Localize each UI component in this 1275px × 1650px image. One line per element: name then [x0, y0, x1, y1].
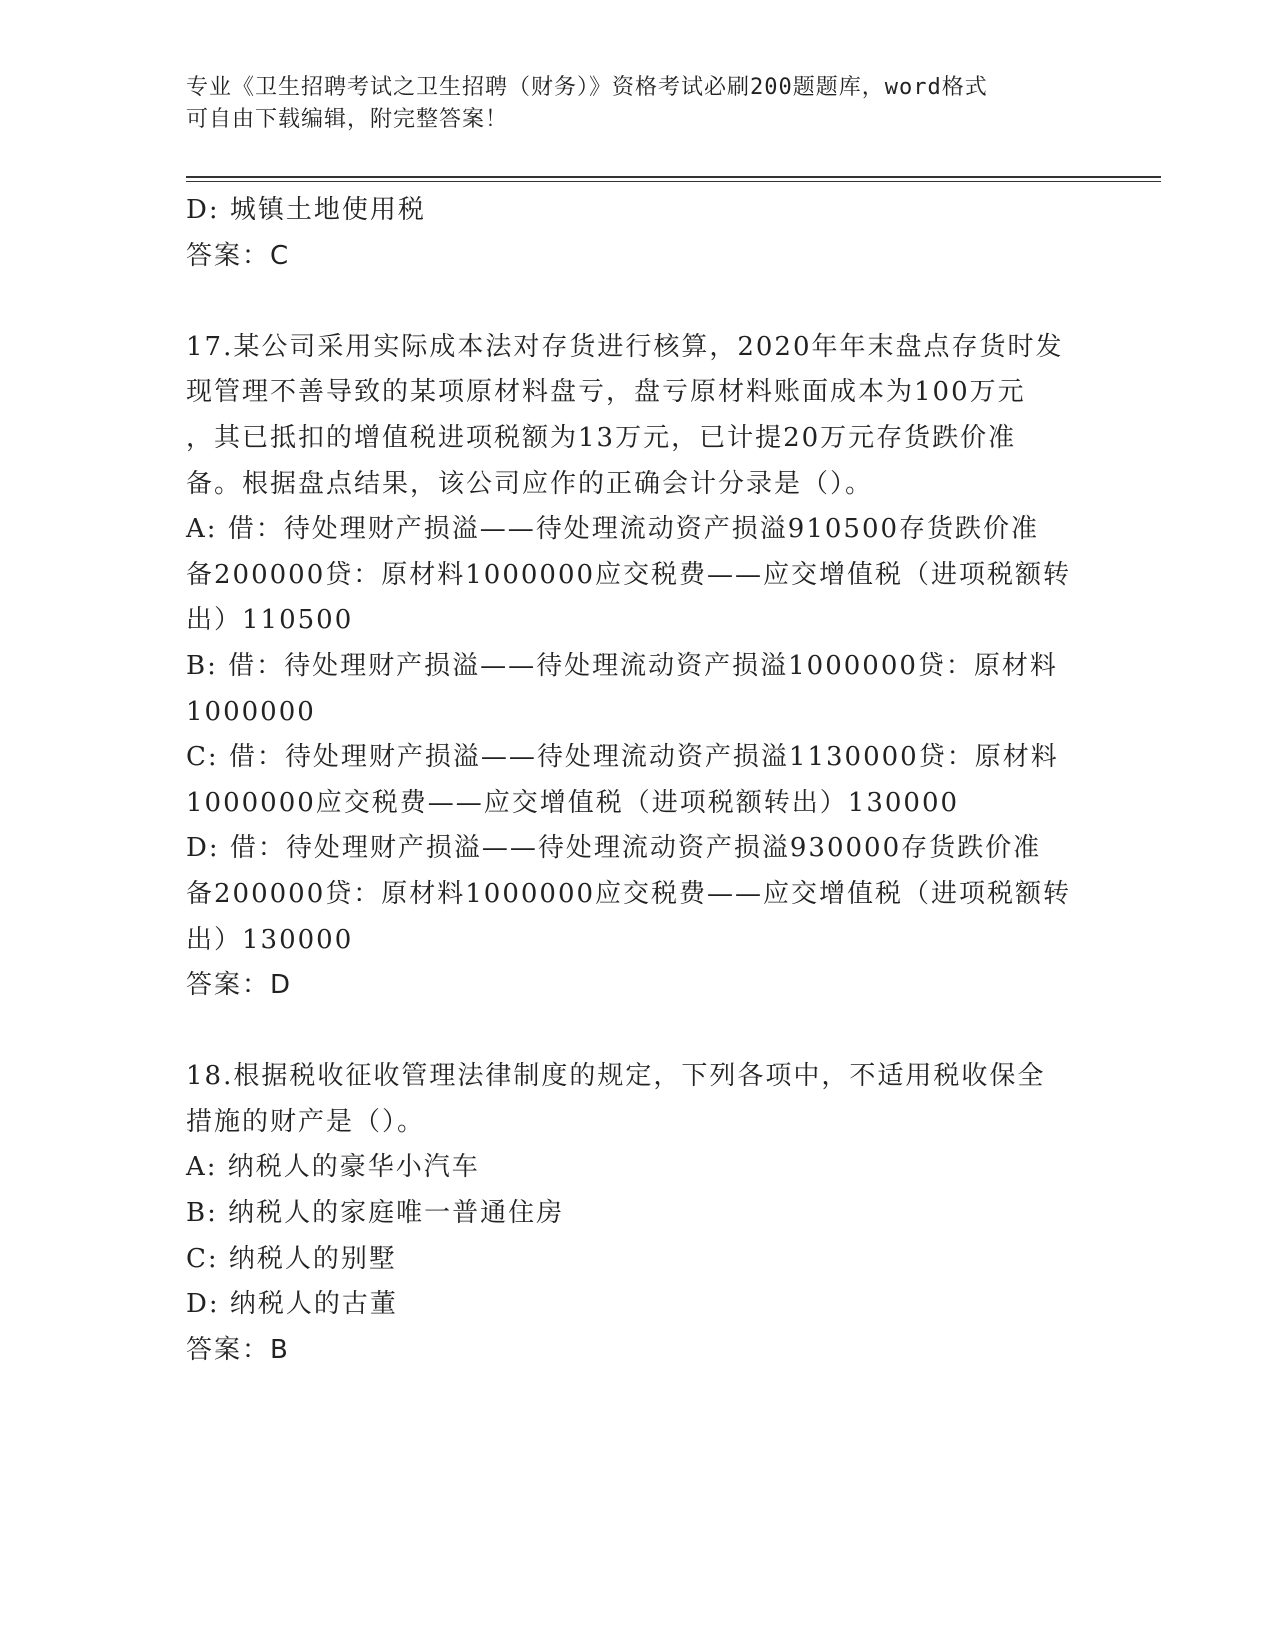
stem-line: 措施的财产是（）。 — [186, 1106, 426, 1137]
answer-line: 答案：D — [186, 970, 293, 1001]
answer-line: 答案：C — [186, 240, 291, 271]
header-line-2: 可自由下载编辑，附完整答案！ — [186, 107, 509, 132]
option-b — [186, 644, 1086, 735]
stem-line: 现管理不善导致的某项原材料盘亏，盘亏原材料账面成本为100万元 — [186, 377, 1026, 408]
option-line: C: 借：待处理财产损溢——待处理流动资产损溢1130000贷：原材料 — [186, 742, 1059, 773]
option-b: B: 纳税人的家庭唯一普通住房 — [186, 1198, 565, 1229]
option-line: 备200000贷：原材料1000000应交税费——应交增值税（进项税额转 — [186, 878, 1072, 909]
question-18 — [186, 1054, 1086, 1373]
option-line: D: 借：待处理财产损溢——待处理流动资产损溢930000存货跌价准 — [186, 833, 1042, 864]
document-body — [186, 188, 1086, 1373]
option-d — [186, 826, 1086, 963]
question-stem — [186, 1054, 1086, 1145]
option-d: D: 城镇土地使用税 — [186, 195, 426, 225]
header-divider-thin — [186, 181, 1161, 182]
option-c: C: 纳税人的别墅 — [186, 1243, 397, 1274]
option-d: D: 纳税人的古董 — [186, 1289, 398, 1320]
answer-line: 答案：B — [186, 1334, 290, 1365]
header-divider-thick — [186, 176, 1161, 178]
option-line: 1000000 — [186, 696, 316, 727]
previous-question-tail — [186, 188, 1086, 279]
stem-line: 18.根据税收征收管理法律制度的规定，下列各项中，不适用税收保全 — [186, 1061, 1046, 1092]
option-line: 备200000贷：原材料1000000应交税费——应交增值税（进项税额转 — [186, 559, 1072, 590]
option-c — [186, 735, 1086, 826]
question-spacer — [186, 1009, 1086, 1055]
question-spacer — [186, 279, 1086, 325]
question-17 — [186, 325, 1086, 1009]
stem-line: 备。根据盘点结果，该公司应作的正确会计分录是（）。 — [186, 468, 874, 499]
option-a: A: 纳税人的豪华小汽车 — [186, 1152, 480, 1183]
option-line: 1000000应交税费——应交增值税（进项税额转出）130000 — [186, 787, 960, 818]
header-line-1: 专业《卫生招聘考试之卫生招聘（财务）》资格考试必刷200题题库，word格式 — [186, 75, 988, 100]
option-line: A: 借：待处理财产损溢——待处理流动资产损溢910500存货跌价准 — [186, 514, 1040, 545]
option-line: 出）110500 — [186, 605, 354, 636]
question-stem — [186, 325, 1086, 507]
option-a — [186, 507, 1086, 644]
stem-line: 17.某公司采用实际成本法对存货进行核算，2020年年末盘点存货时发 — [186, 331, 1064, 362]
option-line: 出）130000 — [186, 924, 354, 955]
stem-line: ，其已抵扣的增值税进项税额为13万元，已计提20万元存货跌价准 — [186, 422, 1017, 453]
option-line: B: 借：待处理财产损溢——待处理流动资产损溢1000000贷：原材料 — [186, 650, 1058, 681]
document-header — [186, 72, 1086, 136]
